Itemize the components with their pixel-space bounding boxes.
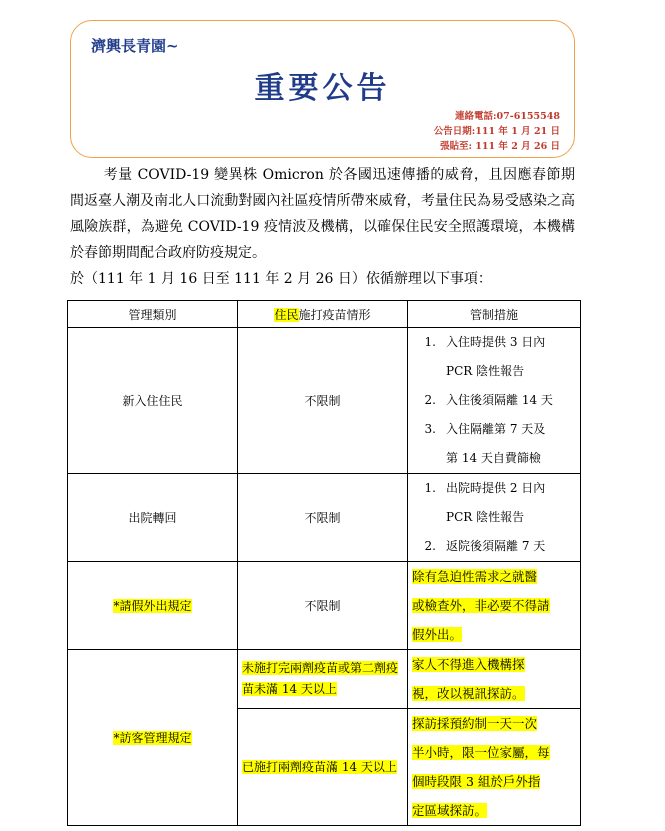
header-vaccine-highlight: 住民 [274, 307, 299, 322]
posting-until: 張貼至: 111 年 2 月 26 日 [439, 141, 560, 152]
header-vaccine [238, 301, 408, 328]
row-category: *請假外出規定 [68, 562, 238, 650]
row-vaccine: 已施打兩劑疫苗滿 14 天以上 [238, 709, 408, 826]
measures-table [67, 300, 581, 826]
row-measures: 探訪採預約制一天一次 半小時，限一位家屬，每 個時段限 3 組於戶外指 定區域探訪。 [408, 709, 581, 826]
page-title: 重要公告 [254, 71, 391, 106]
row-vaccine: 不限制 [238, 328, 408, 474]
row-vaccine: 未施打完兩劑疫苗或第二劑疫苗未滿 14 天以上 [238, 650, 408, 709]
row-vaccine: 不限制 [238, 562, 408, 650]
header-measures: 管制措施 [408, 301, 581, 328]
list-item: 2. 入住後須隔離 14 天 [424, 393, 553, 407]
table-row [68, 650, 581, 709]
row-measures: 家人不得進入機構探 視，改以視訊探訪。 [408, 650, 581, 709]
notice-paragraph: 考量 COVID-19 變異株 Omicron 於各國迅速傳播的威脅，且因應春節期間返臺人潮及南北人口流動對國內社區疫情所帶來威脅，考量住民為易受感染之高風險族群，為避免 COVID-19 疫情波及機構，以確保住民安全照護環境，本機構於春節期間配合政府防疫規定。 [70, 167, 575, 261]
header-category: 管理類別 [68, 301, 238, 328]
contact-phone: 連絡電話:07-6155548 [455, 111, 560, 122]
row-vaccine: 不限制 [238, 474, 408, 562]
notice-period-line: 於（111 年 1 月 16 日至 111 年 2 月 26 日）依循辦理以下事項： [70, 271, 492, 287]
table-row [68, 328, 581, 474]
list-item: 1. 出院時提供 2 日內 PCR 陰性報告 [424, 481, 546, 524]
organization-name: 濟興長青園~ [91, 37, 179, 55]
notice-date: 公告日期:111 年 1 月 21 日 [433, 126, 560, 137]
header-box [70, 20, 575, 158]
table-row [68, 474, 581, 562]
row-measures: 除有急迫性需求之就醫 或檢查外，非必要不得請 假外出。 [408, 562, 581, 650]
list-item: 3. 入住隔離第 7 天及 第 14 天自費篩檢 [424, 422, 546, 465]
table-header-row [68, 301, 581, 328]
notice-body [70, 162, 575, 292]
header-vaccine-rest: 施打疫苗情形 [298, 307, 371, 322]
row-category: 出院轉回 [68, 474, 238, 562]
row-category: *訪客管理規定 [68, 650, 238, 826]
list-item: 1. 入住時提供 3 日內 PCR 陰性報告 [424, 335, 546, 378]
table-row [68, 562, 581, 650]
row-measures [408, 328, 581, 474]
list-item: 2. 返院後須隔離 7 天 [424, 539, 546, 553]
row-category: 新入住住民 [68, 328, 238, 474]
notice-meta [434, 109, 560, 154]
row-measures [408, 474, 581, 562]
